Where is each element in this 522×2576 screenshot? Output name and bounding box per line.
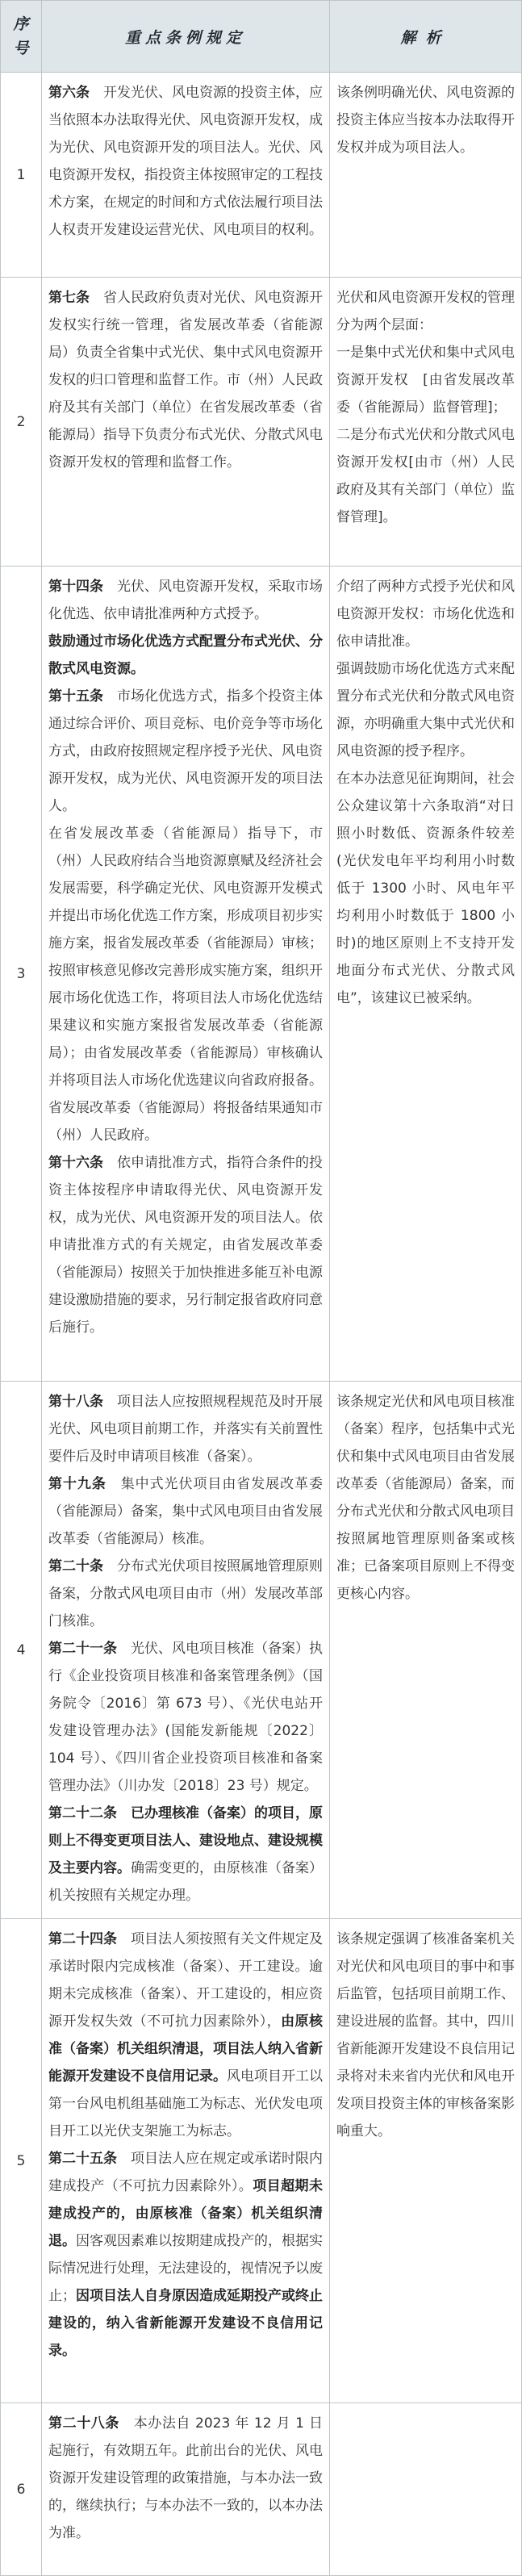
row-number: 2 <box>16 413 26 430</box>
article-label: 第二十条 <box>48 1558 103 1574</box>
table-row <box>0 73 522 278</box>
analysis-cell <box>330 73 522 278</box>
provision-cell <box>42 1382 330 1919</box>
text-segment: 在省发展改革委（省能源局）指导下，市（州）人民政府结合当地资源禀赋及经济社会发展需要，科学确定光伏、风电资源开发模式并提出市场化优选工作方案，形成项目初步实施方案，报省发展改革委（省能源局）审核；按照审核意见修改完善形成实施方案，组织开展市场化优选工作，将项目法人市场化优选结果建议和实施方案报省发展改革委（省能源局）；由省发展改革委（省能源局）审核确认并将项目法人市场化优选建议向省政府报备。 <box>48 826 323 1089</box>
paragraph <box>48 1094 323 1149</box>
index-cell <box>0 1919 42 2403</box>
text-segment: 分布式光伏项目按照属地管理原则备案，分散式风电项目由市（州）发展改革部门核准。 <box>48 1558 323 1629</box>
text-segment: 项目法人应按照规程规范及时开展光伏、风电项目前期工作，并落实有关前置性要件后及时申请项目核准（备案）。 <box>48 1394 323 1465</box>
index-cell <box>0 2403 42 2576</box>
emphasis-text: 鼓励通过市场化优选方式配置分布式光伏、分散式风电资源。 <box>48 634 323 677</box>
row-number: 4 <box>16 1641 26 1658</box>
table-row <box>0 278 522 567</box>
paragraph <box>48 2410 323 2547</box>
paragraph <box>48 284 323 476</box>
text-segment: 光伏、风电项目核准（备案）执行《企业投资项目核准和备案管理条例》（国务院令〔2016〕第 673 号）、《光伏电站开发建设管理办法》(国能发新能规〔2022〕104 号）、《四川省企业投资项目核准和备案管理办法》（川办发〔2018〕23 号）规定。 <box>48 1641 323 1794</box>
header-analysis-cell <box>330 0 522 73</box>
paragraph <box>48 1388 323 1470</box>
paragraph <box>48 683 323 820</box>
row-number: 1 <box>16 166 26 183</box>
article-label: 第十四条 <box>48 579 103 595</box>
paragraph <box>48 628 323 683</box>
header-provisions: 重点条例规定 <box>124 28 246 47</box>
provision-cell <box>42 2403 330 2576</box>
article-label: 第二十一条 <box>48 1641 117 1657</box>
table-row <box>0 1382 522 1919</box>
row-number: 3 <box>16 965 26 982</box>
paragraph: 在本办法意见征询期间，社会公众建议第十六条取消“对日照小时数低、资源条件较差(光伏发电年平均利用小时数低于 1300 小时、风电年平均利用小时数低于 1800 小时)的地区原则上不支持开发地面分布式光伏、分散式风电”，该建议已被采纳。 <box>336 771 515 1006</box>
paragraph <box>48 1635 323 1800</box>
analysis-cell <box>330 1919 522 2403</box>
row-number: 6 <box>16 2481 26 2498</box>
provision-cell <box>42 278 330 567</box>
article-label: 第二十五条 <box>48 2151 117 2167</box>
paragraph <box>48 820 323 1094</box>
text-segment: 项目法人须按照有关文件规定及承诺时限内完成核准（备案）、开工建设。逾期未完成核准（备案）、开工建设的，相应资源开发权失效（不可抗力因素除外）， <box>48 1931 323 2030</box>
table-row <box>0 567 522 1382</box>
paragraph: 强调鼓励市场化优选方式来配置分布式光伏和分散式风电资源，亦明确重大集中式光伏和风电资源的授予程序。 <box>336 661 515 759</box>
text-segment: 光伏、风电资源开发权，采取市场化优选、依申请批准两种方式授予。 <box>48 579 323 622</box>
text-segment: 本办法自 2023 年 12 月 1 日起施行，有效期五年。此前出台的光伏、风电资源开发建设管理的政策措施，与本办法一致的，继续执行；与本办法不一致的，以本办法为准。 <box>48 2415 324 2541</box>
table-row <box>0 2403 522 2576</box>
index-cell <box>0 1382 42 1919</box>
index-cell <box>0 278 42 567</box>
header-index: 序号 <box>13 15 29 57</box>
paragraph: 二是分布式光伏和分散式风电资源开发权[由市（州）人民政府及其有关部门（单位）监督管理]。 <box>336 427 515 525</box>
header-analysis: 解析 <box>400 28 451 47</box>
emphasis-text: 因项目法人自身原因造成延期投产或终止建设的，纳入省新能源开发建设不良信用记录。 <box>48 2288 323 2359</box>
analysis-cell <box>330 567 522 1382</box>
text-segment: 省人民政府负责对光伏、风电资源开发权实行统一管理，省发展改革委（省能源局）负责全省集中式光伏、集中式风电资源开发权的归口管理和监督工作。市（州）人民政府及其有关部门（单位）在省发展改革委（省能源局）指导下负责分布式光伏、分散式风电资源开发权的管理和监督工作。 <box>48 290 323 470</box>
text-segment: 确需变更的，由原核准（备案）机关按照有关规定办理。 <box>48 1860 323 1904</box>
paragraph <box>48 1553 323 1635</box>
emphasis-text: 由原核准（备案）机关组织清退，项目法人纳入省新能源开发建设不良信用记录。 <box>48 2014 324 2085</box>
text-segment: 项目法人应在规定或承诺时限内建成投产（不可抗力因素除外）。 <box>48 2151 323 2194</box>
table-row <box>0 1919 522 2403</box>
header-provisions-cell <box>42 0 330 73</box>
text-segment: 因客观因素难以按期建成投产的，根据实际情况进行处理，无法建设的，视情况予以废止； <box>48 2233 323 2304</box>
provision-cell <box>42 1919 330 2403</box>
provision-cell <box>42 567 330 1382</box>
text-segment: 依申请批准方式，指符合条件的投资主体按程序申请取得光伏、风电资源开发权，成为光伏、风电资源开发的项目法人。依申请批准方式的有关规定，由省发展改革委（省能源局）按照关于加快推进多能互补电源建设激励措施的要求，另行制定报省政府同意后施行。 <box>48 1155 323 1336</box>
emphasis-text: 已办理核准（备案）的项目，原则上不得变更项目法人、建设地点、建设规模及主要内容。 <box>48 1805 323 1876</box>
header-index-cell <box>0 0 42 73</box>
text-segment: 省发展改革委（省能源局）将报备结果通知市（州）人民政府。 <box>48 1100 323 1144</box>
analysis-cell <box>330 1382 522 1919</box>
row-number: 5 <box>16 2152 26 2169</box>
paragraph <box>48 79 323 244</box>
article-label: 第二十八条 <box>48 2415 120 2432</box>
paragraph: 该条规定强调了核准备案机关对光伏和风电项目的事中和事后监管，包括项目前期工作、建设进展的监督。其中，四川省新能源开发建设不良信用记录将对未来省内光伏和风电开发项目投资主体的审核备案影响重大。 <box>336 1931 515 2139</box>
index-cell <box>0 73 42 278</box>
emphasis-text: 项目超期未建成投产的，由原核准（备案）机关组织清退。 <box>48 2178 324 2249</box>
analysis-cell <box>330 2403 522 2576</box>
paragraph <box>48 1470 323 1553</box>
paragraph: 该条例明确光伏、风电资源的投资主体应当按本办法取得开发权并成为项目法人。 <box>336 85 515 156</box>
article-label: 第十八条 <box>48 1394 103 1410</box>
paragraph: 光伏和风电资源开发权的管理分为两个层面： <box>336 290 515 333</box>
provision-cell <box>42 73 330 278</box>
table-header-row <box>0 0 522 73</box>
article-label: 第十九条 <box>48 1476 106 1492</box>
text-segment: 开发光伏、风电资源的投资主体，应当依照本办法取得光伏、风电资源开发权，成为光伏、风电资源开发的项目法人。光伏、风电资源开发权，指投资主体按照审定的工程技术方案，在规定的时间和方式依法履行项目法人权责开发建设运营光伏、风电项目的权利。 <box>48 85 323 238</box>
paragraph <box>48 1800 323 1909</box>
article-label: 第七条 <box>48 290 90 306</box>
paragraph <box>48 1149 323 1341</box>
article-label: 第二十四条 <box>48 1931 117 1947</box>
text-segment: 风电项目开工以第一台风电机组基础施工为标志、光伏发电项目开工以光伏支架施工为标志。 <box>48 2068 323 2139</box>
text-segment: 市场化优选方式，指多个投资主体通过综合评价、项目竞标、电价竞争等市场化方式，由政府按照规定程序授予光伏、风电资源开发权，成为光伏、风电资源开发的项目法人。 <box>48 688 323 814</box>
paragraph: 一是集中式光伏和集中式风电资源开发权 [由省发展改革委（省能源局）监督管理]； <box>336 345 515 416</box>
paragraph <box>48 2145 323 2365</box>
article-label: 第十五条 <box>48 688 103 705</box>
article-label: 第六条 <box>48 85 90 101</box>
paragraph: 介绍了两种方式授予光伏和风电资源开发权：市场化优选和依申请批准。 <box>336 579 515 650</box>
article-label: 第十六条 <box>48 1155 103 1171</box>
paragraph <box>48 1926 323 2145</box>
index-cell <box>0 567 42 1382</box>
paragraph <box>48 573 323 628</box>
paragraph: 该条规定光伏和风电项目核准（备案）程序，包括集中式光伏和集中式风电项目由省发展改革委（省能源局）备案，而分布式光伏和分散式风电项目按照属地管理原则备案或核准；已备案项目原则上不得变更核心内容。 <box>336 1394 515 1602</box>
text-segment: 集中式光伏项目由省发展改革委（省能源局）备案，集中式风电项目由省发展改革委（省能源局）核准。 <box>48 1476 324 1547</box>
analysis-cell <box>330 278 522 567</box>
article-label: 第二十二条 <box>48 1805 117 1821</box>
